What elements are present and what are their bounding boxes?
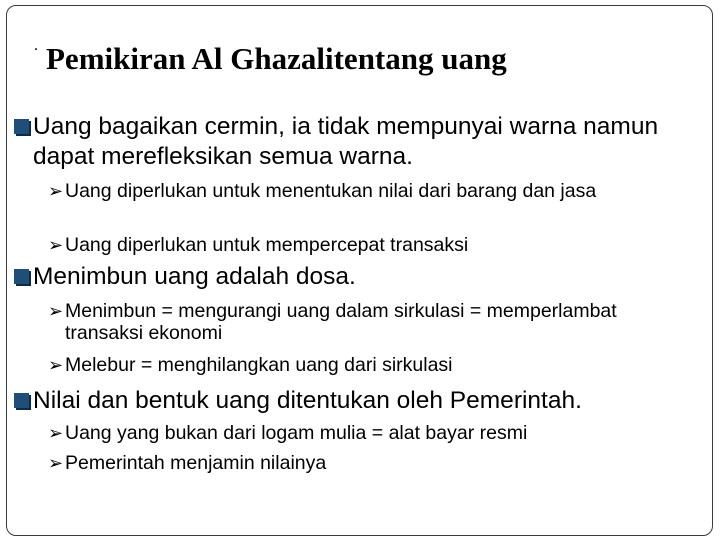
bullet-1-text: Uang bagaikan cermin, ia tidak mempunyai warna namun dapat merefleksikan semua warna. — [33, 113, 659, 170]
bullet-3 — [14, 386, 693, 416]
bullet-2-sub-1-text: Menimbun = mengurangi uang dalam sirkulasi = memperlambat transaksi ekonomi — [65, 300, 617, 344]
square-bullet-icon — [14, 269, 29, 284]
arrow-bullet-icon: ➢ — [48, 423, 64, 443]
title-dot: . — [34, 37, 38, 54]
bullet-1-sub-2-text: Uang diperlukan untuk mempercepat transaksi — [65, 234, 469, 256]
bullet-1-sub-1-text: Uang diperlukan untuk menentukan nilai dari barang dan jasa — [65, 180, 597, 202]
bullet-3-sub-1-text: Uang yang bukan dari logam mulia = alat bayar resmi — [65, 422, 528, 444]
arrow-bullet-icon: ➢ — [48, 235, 64, 255]
square-bullet-icon — [14, 119, 29, 134]
arrow-bullet-icon: ➢ — [48, 181, 64, 201]
square-bullet-icon — [14, 393, 29, 408]
bullet-3-text: Nilai dan bentuk uang ditentukan oleh Pemerintah. — [33, 387, 582, 414]
bullet-2-sub-2 — [48, 354, 645, 376]
arrow-bullet-icon: ➢ — [48, 301, 64, 321]
bullet-2 — [14, 262, 693, 292]
bullet-1 — [14, 112, 693, 172]
bullet-2-sub-2-text: Melebur = menghilangkan uang dari sirkulasi — [65, 354, 453, 376]
bullet-3-sub-2-text: Pemerintah menjamin nilainya — [65, 452, 327, 474]
bullet-3-sub-2 — [48, 452, 645, 474]
bullet-3-sub-1 — [48, 422, 645, 444]
bullet-2-text: Menimbun uang adalah dosa. — [33, 263, 356, 290]
bullet-1-sub-2 — [48, 234, 645, 256]
slide-title: Pemikiran Al Ghazalitentang uang — [46, 41, 507, 76]
arrow-bullet-icon: ➢ — [48, 453, 64, 473]
bullet-2-sub-1 — [48, 300, 645, 344]
bullet-1-sub-1 — [48, 180, 645, 202]
arrow-bullet-icon: ➢ — [48, 355, 64, 375]
